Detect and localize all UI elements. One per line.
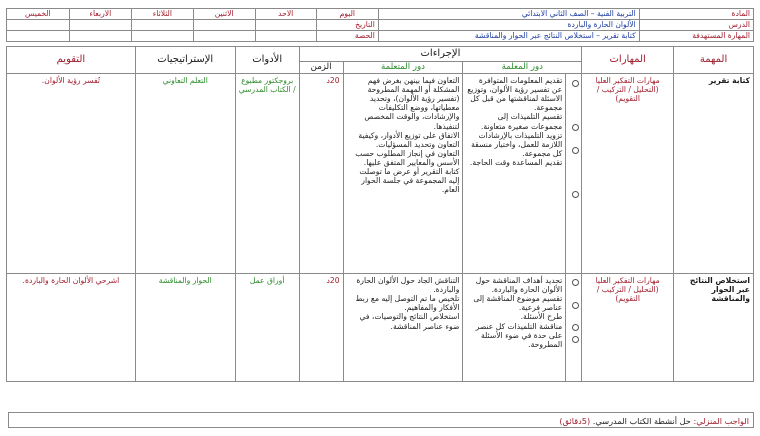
date-cell-3: [131, 20, 193, 31]
teacher-step: تقسيم التلميذات إلى مجموعات صغيرة متعاونة.: [480, 112, 563, 131]
student-step: تلخيص ما تم التوصل إليه مع ربط الأفكار والمفاهيم.: [355, 294, 460, 313]
col-procedures: الإجراءات: [299, 47, 582, 62]
strategy-cell: [135, 274, 235, 382]
time-text: 20د: [326, 276, 340, 285]
strategy-cell: [135, 74, 235, 274]
date-cell-1: [255, 20, 316, 31]
skills-cell: [582, 74, 674, 274]
period-label: الحصة: [316, 31, 378, 42]
teacher-step: تقديم المعلومات المتوافرة عن تفسير رؤية الألوان، وتوزيع الاسئلة لمناقشتها من قبل كل مجموعة.: [467, 76, 563, 113]
sub-student-role: دور المتعلمة: [343, 62, 463, 74]
assessment-cell: [7, 274, 136, 382]
time-text: 20د: [326, 76, 340, 85]
circle-column: [566, 274, 582, 382]
tools-text: أوراق عمل: [249, 276, 285, 285]
bullet-circle-icon: [572, 324, 579, 331]
table-row: [7, 74, 754, 274]
tools-cell: [235, 274, 299, 382]
bullet-circle-icon: [572, 191, 579, 198]
col-task: المهمة: [674, 47, 754, 74]
strategy-text: التعلم التعاوني: [162, 76, 208, 85]
date-cell-4: [69, 20, 131, 31]
time-cell: [299, 74, 343, 274]
skills-cell: [582, 274, 674, 382]
teacher-step: تقديم المساعدة وقت الحاجة.: [469, 157, 563, 167]
homework-text: حل أنشطة الكتاب المدرسي.: [592, 416, 691, 426]
student-step: التناقش الجاد حول الألوان الحارة والباردة.: [356, 276, 460, 295]
col-tools: الأدوات: [235, 47, 299, 74]
task-text: كتابة تقرير: [708, 76, 750, 85]
student-step: استخلاص النتائج والتوصيات، في ضوء عناصر المناقشة.: [359, 312, 460, 331]
lesson-plan-sheet: [6, 8, 754, 428]
col-skills: المهارات: [582, 47, 674, 74]
homework-duration: (5دقائق): [559, 416, 591, 426]
task-cell: [674, 274, 754, 382]
skills-text: مهارات التفكير العليا (التحليل / التركيب / التقويم): [595, 276, 660, 304]
homework-label: الواجب المنزلي:: [693, 416, 749, 426]
tools-cell: [235, 74, 299, 274]
teacher-role-cell: [463, 74, 566, 274]
period-cell-3: [131, 31, 193, 42]
task-cell: [674, 74, 754, 274]
bullet-circle-icon: [572, 80, 579, 87]
sub-teacher-role: دور المعلمة: [463, 62, 582, 74]
period-cell-1: [255, 31, 316, 42]
teacher-step: تقسيم موضوع المناقشة إلى عناصر فرعية.: [473, 294, 563, 313]
date-label: التاريخ: [316, 20, 378, 31]
sub-time: الزمن: [299, 62, 343, 74]
student-role-cell: [343, 74, 463, 274]
skills-text: مهارات التفكير العليا (التحليل / التركيب / التقويم): [595, 76, 660, 104]
teacher-step: طرح الأسئلة.: [520, 312, 563, 322]
student-step: كتابة التقرير أو عرض ما توصلت إليه المجموعة في جلسة الحوار العام.: [359, 167, 460, 195]
col-assessment: التقويم: [7, 47, 136, 74]
student-step: الاتفاق على توزيع الأدوار، وكيفية التعاون وتحديد المسؤليات.: [358, 130, 460, 149]
time-cell: [299, 274, 343, 382]
teacher-step: مناقشة التلميذات كل عنصر على حدة في ضوء الأسئلة المطروحة.: [475, 321, 563, 349]
bullet-circle-icon: [572, 147, 579, 154]
task-text: استخلاص النتائج عبر الحوار والمناقشة: [689, 276, 750, 304]
bullet-circle-icon: [572, 279, 579, 286]
teacher-role-cell: [463, 274, 566, 382]
homework-footer: [8, 412, 754, 428]
period-cell-2: [193, 31, 255, 42]
day-wednesday: الاربعاء: [69, 9, 131, 20]
subject-label: المادة: [639, 9, 753, 20]
lesson-label: الدرس: [639, 20, 753, 31]
student-role-cell: [343, 274, 463, 382]
lesson-value: الألوان الحارة والباردة: [378, 20, 639, 31]
bullet-circle-icon: [572, 336, 579, 343]
lesson-table: [6, 46, 754, 382]
table-row: [7, 274, 754, 382]
teacher-step: تزويد التلميذات بالإرشادات اللازمة للعمل، واختيار منسقة كل مجموعة.: [471, 130, 563, 158]
bullet-circle-icon: [572, 124, 579, 131]
circle-column: [566, 74, 582, 274]
day-label: اليوم: [316, 9, 378, 20]
period-cell-5: [7, 31, 70, 42]
assessment-cell: [7, 74, 136, 274]
header-table: [6, 8, 754, 42]
day-monday: الاثنين: [193, 9, 255, 20]
teacher-step: تحديد أهداف المناقشة حول الألوان الحارة والباردة.: [475, 276, 563, 295]
subject-value: التربية الفنية – الصف الثاني الابتدائي: [378, 9, 639, 20]
assessment-text: تُفسر رؤية الألوان.: [41, 76, 100, 85]
strategy-text: الحوار والمناقشة: [158, 276, 212, 285]
date-cell-2: [193, 20, 255, 31]
date-cell-5: [7, 20, 70, 31]
student-step: التعاون فيما بينهن بغرض فهم المشكلة أو المهمة المطروحة (تفسير رؤية الألوان)، وتحديد معطياتها، ووضع التكليفات والإرشادات، والوقت المخصص لتنفيذها.: [364, 76, 460, 131]
bullet-circle-icon: [572, 302, 579, 309]
skill-label: المهارة المستهدفة: [639, 31, 753, 42]
period-cell-4: [69, 31, 131, 42]
day-tuesday: الثلاثاء: [131, 9, 193, 20]
col-strategies: الإستراتيجيات: [135, 47, 235, 74]
day-sunday: الاحد: [255, 9, 316, 20]
day-thursday: الخميس: [7, 9, 70, 20]
assessment-text: اشرحي الألوان الحارة والباردة.: [22, 276, 120, 285]
student-step: التعاون في إنجاز المطلوب حسب الأسس والمعايير المتفق عليها.: [355, 148, 460, 167]
skill-value: كتابة تقرير – استخلاص النتائج عبر الحوار والمناقشة: [378, 31, 639, 42]
tools-text: بروجكتور مطبوع / الكتاب المدرسي: [238, 76, 296, 95]
